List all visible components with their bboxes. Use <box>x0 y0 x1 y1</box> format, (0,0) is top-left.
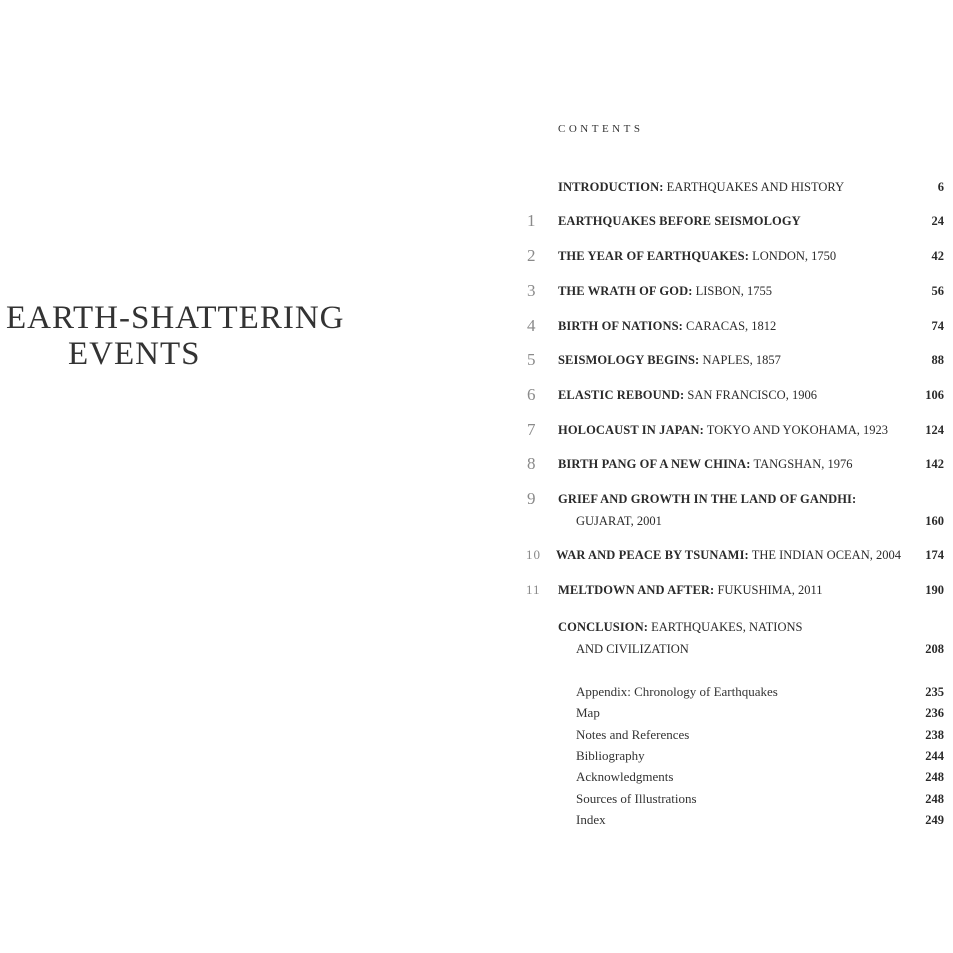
chapter-number: 2 <box>527 246 536 265</box>
backmatter-label: Acknowledgments <box>576 769 674 784</box>
toc-page-number: 236 <box>925 706 944 720</box>
toc-entry-text: SEISMOLOGY BEGINS: NAPLES, 1857 <box>558 353 781 367</box>
toc-entry-chapter-2[interactable] <box>0 246 953 268</box>
chapter-number: 5 <box>527 350 536 369</box>
toc-entry-conclusion[interactable] <box>0 617 953 661</box>
toc-entry-text-continued: AND CIVILIZATION <box>576 642 689 656</box>
toc-entry-chapter-7[interactable] <box>0 420 953 442</box>
toc-backmatter-appendix[interactable] <box>0 682 953 704</box>
toc-entry-text: MELTDOWN AND AFTER: FUKUSHIMA, 2011 <box>558 583 823 597</box>
toc-backmatter-index[interactable] <box>0 810 953 832</box>
backmatter-label: Notes and References <box>576 727 690 742</box>
toc-entry-chapter-8[interactable] <box>0 454 953 476</box>
backmatter-label: Appendix: Chronology of Earthquakes <box>576 684 778 699</box>
chapter-number: 8 <box>527 454 536 473</box>
toc-entry-text: THE WRATH OF GOD: LISBON, 1755 <box>558 284 772 298</box>
toc-page-number: 42 <box>931 249 944 263</box>
toc-backmatter-sources[interactable] <box>0 789 953 811</box>
toc-entry-chapter-10[interactable] <box>0 545 953 567</box>
toc-entry-chapter-1[interactable] <box>0 211 953 233</box>
toc-page-number: 208 <box>925 642 944 656</box>
toc-page-number: 56 <box>931 284 944 298</box>
backmatter-label: Map <box>576 705 600 720</box>
toc-page-number: 238 <box>925 728 944 742</box>
toc-entry-chapter-4[interactable] <box>0 316 953 338</box>
toc-page-number: 248 <box>925 770 944 784</box>
toc-entry-text: WAR AND PEACE BY TSUNAMI: THE INDIAN OCEAN, 2004 <box>556 548 901 562</box>
toc-entry-chapter-9[interactable] <box>0 489 953 533</box>
chapter-number: 11 <box>526 582 541 597</box>
toc-page-number: 74 <box>931 319 944 333</box>
toc-page-number: 174 <box>925 548 944 562</box>
chapter-number: 10 <box>526 547 541 562</box>
toc-entry-text: BIRTH OF NATIONS: CARACAS, 1812 <box>558 319 777 333</box>
toc-entry-text: EARTHQUAKES BEFORE SEISMOLOGY <box>558 214 801 228</box>
chapter-number: 1 <box>527 211 536 230</box>
toc-entry-text: ELASTIC REBOUND: SAN FRANCISCO, 1906 <box>558 388 817 402</box>
toc-page-number: 142 <box>925 457 944 471</box>
toc-page-number: 248 <box>925 792 944 806</box>
toc-entry-text: INTRODUCTION: EARTHQUAKES AND HISTORY <box>558 180 845 194</box>
toc-page-number: 249 <box>925 813 944 827</box>
toc-page-number: 24 <box>931 214 944 228</box>
toc-page-number: 6 <box>937 180 944 194</box>
toc-page-number: 160 <box>925 514 944 528</box>
toc-entry-text: GRIEF AND GROWTH IN THE LAND OF GANDHI: <box>558 492 857 506</box>
toc-backmatter-map[interactable] <box>0 703 953 725</box>
toc-entry-text-continued: GUJARAT, 2001 <box>576 514 662 528</box>
chapter-number: 3 <box>527 281 536 300</box>
book-title-line-1: EARTH-SHATTERING <box>6 300 345 336</box>
book-title-line-2: EVENTS <box>68 336 201 372</box>
toc-entry-chapter-5[interactable] <box>0 350 953 372</box>
toc-backmatter-notes[interactable] <box>0 725 953 747</box>
toc-backmatter-acknowledgments[interactable] <box>0 767 953 789</box>
contents-heading: CONTENTS <box>558 123 644 135</box>
backmatter-label: Index <box>576 812 606 827</box>
chapter-number: 9 <box>527 489 536 508</box>
toc-entry-chapter-3[interactable] <box>0 281 953 303</box>
toc-page-number: 244 <box>925 749 944 763</box>
toc-page-number: 235 <box>925 685 944 699</box>
toc-entry-text: HOLOCAUST IN JAPAN: TOKYO AND YOKOHAMA, 1923 <box>558 423 889 437</box>
toc-backmatter-bibliography[interactable] <box>0 746 953 768</box>
chapter-number: 6 <box>527 385 536 404</box>
toc-entry-text: THE YEAR OF EARTHQUAKES: LONDON, 1750 <box>558 249 837 263</box>
toc-entry-chapter-11[interactable] <box>0 580 953 602</box>
toc-entry-text: BIRTH PANG OF A NEW CHINA: TANGSHAN, 1976 <box>558 457 853 471</box>
toc-entry-introduction[interactable] <box>0 177 953 199</box>
chapter-number: 4 <box>527 316 536 335</box>
chapter-number: 7 <box>527 420 536 439</box>
toc-entry-text: CONCLUSION: EARTHQUAKES, NATIONS <box>558 620 803 634</box>
toc-page-number: 106 <box>925 388 944 402</box>
toc-page-number: 88 <box>931 353 944 367</box>
toc-page-number: 190 <box>925 583 944 597</box>
backmatter-label: Bibliography <box>576 748 645 763</box>
toc-page-number: 124 <box>925 423 944 437</box>
backmatter-label: Sources of Illustrations <box>576 791 697 806</box>
toc-entry-chapter-6[interactable] <box>0 385 953 407</box>
